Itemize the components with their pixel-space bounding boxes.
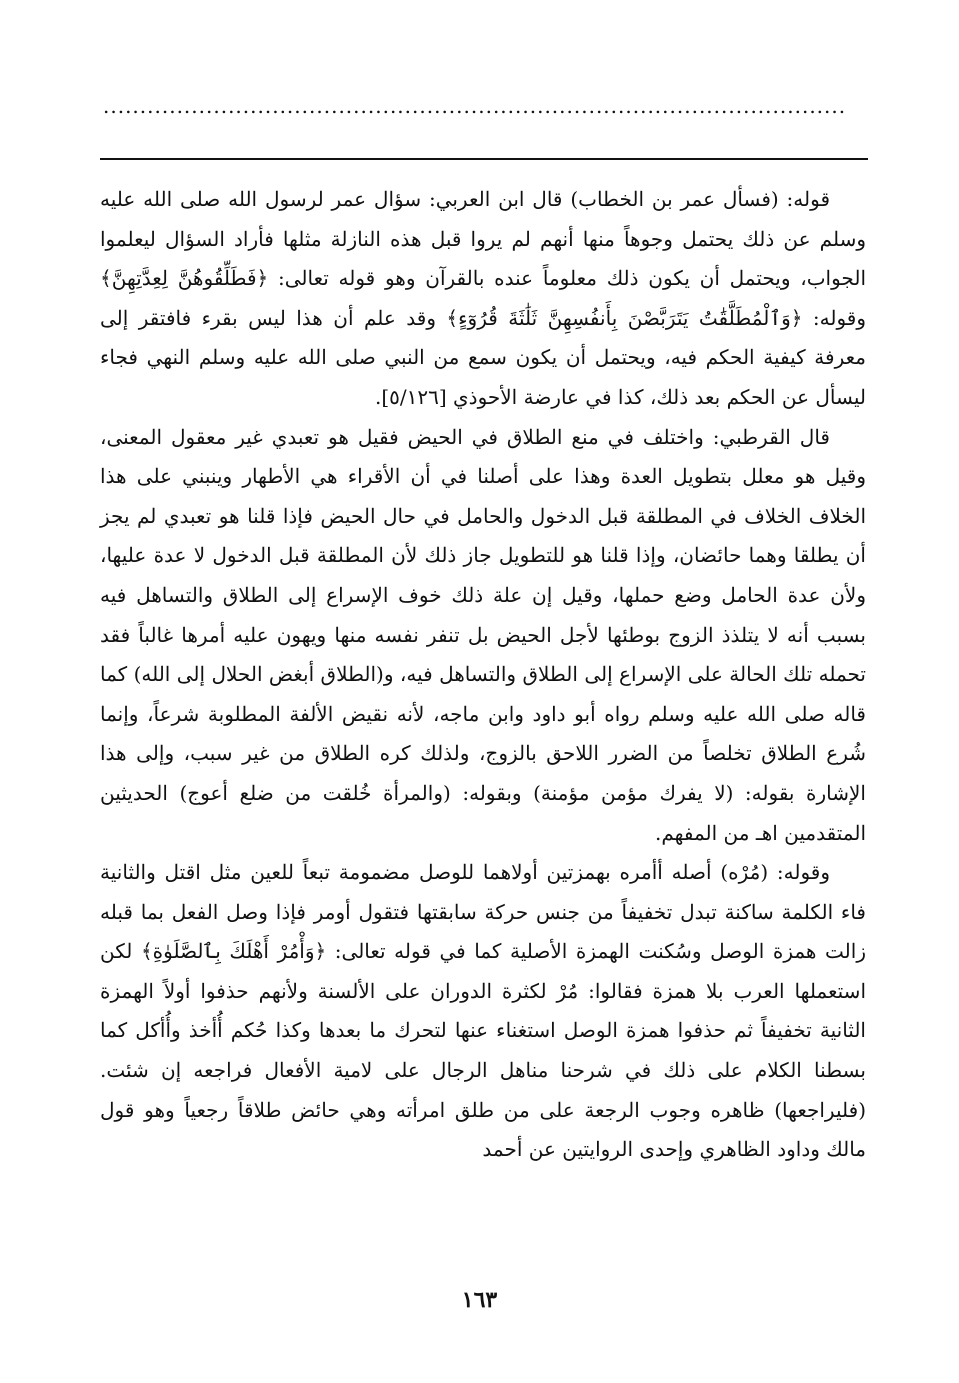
paragraph-1: قوله: (فسأل عمر بن الخطاب) قال ابن العربي: سؤال عمر لرسول الله صلى الله عليه وسلم عن ذلك يحتمل وجوهاً منها أنهم لم يروا قبل هذه النازلة مثلها فأراد السؤال ليعلموا الجواب، ويحتمل أن يكون ذلك معلوماً عنده بالقرآن وهو قوله تعالى: ﴿فَطَلِّقُوهُنَّ لِعِدَّتِهِنَّ﴾ وقوله: ﴿وَٱلْمُطَلَّقَٰتُ يَتَرَبَّصْنَ بِأَنفُسِهِنَّ ثَلَٰثَةَ قُرُوٓءٍ﴾ وقد علم أن هذا ليس بقرء فافتقر إلى معرفة كيفية الحكم فيه، ويحتمل أن يكون سمع من النبي صلى الله عليه وسلم النهي فجاء ليسأل عن الحكم بعد ذلك، كذا في عارضة الأحوذي [٥/١٢٦]. [100,187,867,409]
dotted-separator: ..................................................................................................... [103,96,847,116]
header-rule [100,158,868,160]
paragraph-3: وقوله: (مُرْه) أصله أأمره بهمزتين أولاهما للوصل مضمومة تبعاً للعين مثل اقتل والثانية فاء الكلمة ساكنة تبدل تخفيفاً من جنس حركة سابقتها فتقول أومر فإذا وصل الفعل بما قبله زالت همزة الوصل وسُكنت الهمزة الأصلية كما في قوله تعالى: ﴿وَأْمُرْ أَهْلَكَ بِٱلصَّلَوٰةِ﴾ لكن استعملها العرب بلا همزة فقالوا: مُرْ لكثرة الدوران على الألسنة ولأنهم حذفوا أولاً الهمزة الثانية تخفيفاً ثم حذفوا همزة الوصل استغناء عنها لتحرك ما بعدها وكذا حُكم أُأخذ وأُأكل كما بسطنا الكلام على ذلك في شرحنا مناهل الرجال على لامية الأفعال فراجعه إن شئت. (فليراجعها) ظاهره وجوب الرجعة على من طلق امرأته وهي حائض طلاقاً رجعياً وهو قول مالك وداود الظاهري وإحدى الروايتين عن أحمد [100,860,866,1162]
body-text [100,180,866,1170]
page-number: ١٦٣ [461,1287,498,1313]
paragraph-2: قال القرطبي: واختلف في منع الطلاق في الحيض فقيل هو تعبدي غير معقول المعنى، وقيل هو معلل بتطويل العدة وهذا على أصلنا في أن الأقراء هي الأطهار وينبني على هذا الخلاف الخلاف في المطلقة قبل الدخول والحامل في حال الحيض فإذا قلنا هو تعبدي لم يجز أن يطلقا وهما حائضان، وإذا قلنا هو للتطويل جاز ذلك لأن المطلقة قبل الدخول لا عدة عليها، ولأن عدة الحامل وضع حملها، وقيل إن علة ذلك خوف الإسراع إلى الطلاق والتساهل فيه بسبب أنه لا يتلذذ الزوج بوطئها لأجل الحيض بل تنفر نفسه منها ويهون عليه أمرها غالباً فقد تحمله تلك الحالة على الإسراع إلى الطلاق والتساهل فيه، و(الطلاق أبغض الحلال إلى الله) كما قاله صلى الله عليه وسلم رواه أبو داود وابن ماجه، لأنه نقيض الألفة المطلوبة شرعاً، وإنما شُرع الطلاق تخلصاً من الضرر اللاحق بالزوج، ولذلك كره الطلاق من غير سبب، وإلى هذا الإشارة بقوله: (لا يفرك مؤمن مؤمنة) وبقوله: (والمرأة خُلقت من ضلع أعوج) الحديثين المتقدمين اهـ من المفهم. [100,424,866,845]
